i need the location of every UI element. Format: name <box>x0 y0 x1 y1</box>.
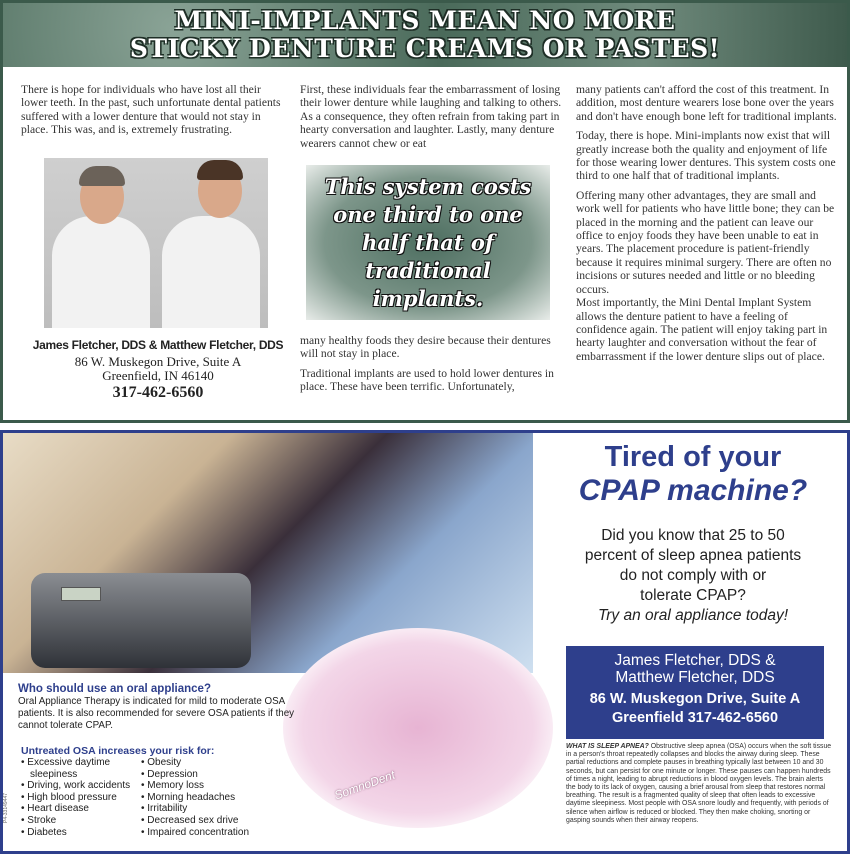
headline-banner <box>3 3 847 67</box>
phone-number: 317-462-6560 <box>112 384 204 401</box>
who-should-use-section <box>18 683 298 732</box>
paragraph: Most importantly, the Mini Dental Implant System allows the denture patient to have a feeling of confidence again. The patient will enjoy taking part in hearty laughter and conversation without the fear of embarrassment if the lower denture slips out of place. <box>576 296 828 363</box>
headline-line-1: MINI-IMPLANTS MEAN NO MORE <box>174 6 676 35</box>
question-line: Did you know that 25 to 50 <box>601 527 785 544</box>
headline-line-1: Tired of your <box>604 441 782 473</box>
column-3 <box>576 83 838 369</box>
cpap-machine-image <box>31 573 251 668</box>
list-item: • Memory loss <box>141 780 249 792</box>
column-1 <box>21 83 286 137</box>
risk-list-left <box>21 757 141 838</box>
paragraph: Offering many other advantages, they are small and work well for patients who have little bone; they can be placed in the morning and the patient can leave our office to enjoy foods they have been unable to eat in years. The placement procedure is patient-friendly because it requires minimal surgery. There are often no incisions or sutures needed and little or no bleeding occurs. <box>576 188 835 296</box>
risk-list-right <box>141 757 249 838</box>
doctors-photo <box>44 158 268 328</box>
apnea-text: Obstructive sleep apnea (OSA) occurs when the soft tissue in a person's throat repeatedly collapses and blocks the airway during sleep. These partial reductions and complete pauses in breathing typically last between 10 and 30 seconds, but can persist for one minute or longer. These pauses can happen hundreds of times a night, leading to abrupt reductions in blood oxygen levels. The brain alerts the body to its lack of oxygen, causing a brief arousal from sleep that restores normal breathing. The result is a fragmented quality of sleep that often leads to excessive daytime sleepiness. Most people with OSA snore loudly and frequently, with periods of silence when airflow is reduced or blocked. They then make choking, snorting or gasping sounds when their airway reopens. <box>566 743 832 824</box>
risk-title: Untreated OSA increases your risk for: <box>21 745 215 757</box>
column-2 <box>300 83 562 150</box>
brand-logo: SomnoDent <box>332 767 397 803</box>
call-to-action: Try an oral appliance today! <box>597 607 789 624</box>
address-street: 86 W. Muskegon Drive, Suite A <box>74 354 242 369</box>
list-item: • Impaired concentration <box>141 827 249 839</box>
list-item: • Depression <box>141 769 249 781</box>
who-title: Who should use an oral appliance? <box>18 683 211 695</box>
pull-quote-line: traditional <box>365 258 491 283</box>
column-2-continued <box>300 334 562 400</box>
pull-quote <box>306 165 550 320</box>
question-text <box>543 526 843 626</box>
headline-line-2: STICKY DENTURE CREAMS OR PASTES! <box>129 34 721 63</box>
paragraph: many healthy foods they desire because their dentures will not stay in place. <box>300 334 551 361</box>
list-item: • Diabetes <box>21 827 141 839</box>
sleep-apnea-description <box>566 743 832 825</box>
paragraph: Today, there is hope. Mini-implants now exist that will greatly increase both the quality and enjoyment of life for those wearing lower dentures. This system costs one third to one half that of traditional implants. <box>576 129 836 183</box>
list-item: sleepiness <box>30 768 78 780</box>
list-item: • Stroke <box>21 815 141 827</box>
address-street: 86 W. Muskegon Drive, Suite A <box>589 691 801 707</box>
question-line: tolerate CPAP? <box>640 587 746 604</box>
apnea-label: WHAT IS SLEEP APNEA? <box>566 743 649 750</box>
intro-paragraph: There is hope for individuals who have lost all their lower teeth. In the past, such unfortunate dental patients suffered with a lower denture that would not stay in place. This was, and is, extremely frustrating. <box>21 83 281 137</box>
pull-quote-line: implants. <box>372 286 484 311</box>
oral-appliance-image <box>283 628 553 828</box>
list-item: • Heart disease <box>21 803 141 815</box>
who-text: Oral Appliance Therapy is indicated for mild to moderate OSA patients. It is also recommended for severe OSA patients if they cannot tolerate CPAP. <box>18 696 295 731</box>
list-item: • Driving, work accidents <box>21 780 141 792</box>
list-item: • Obesity <box>141 757 249 769</box>
paragraph: Traditional implants are used to hold lower dentures in place. These have been terrific. Unfortunately, <box>300 366 554 394</box>
headline-line-2: CPAP machine? <box>578 474 808 507</box>
ad-id: P4-33149447 <box>3 792 9 823</box>
paragraph: First, these individuals fear the embarrassment of losing their lower denture while laughing and talking to others. As a consequence, they often refrain from taking part in hearty conversation and laughter. Lastly, many denture wearers cannot chew or eat <box>300 83 562 150</box>
doctor-names: James Fletcher, DDS & Matthew Fletcher, DDS <box>32 338 284 352</box>
sleep-apnea-ad <box>0 430 850 854</box>
list-item: • High blood pressure <box>21 792 141 804</box>
office-address <box>25 355 291 403</box>
list-item: • Morning headaches <box>141 792 249 804</box>
question-line: do not comply with or <box>619 567 767 584</box>
pull-quote-line: half that of <box>362 230 494 255</box>
doctor-name: Matthew Fletcher, DDS <box>615 669 775 686</box>
question-line: percent of sleep apnea patients <box>584 547 802 564</box>
doctor-name: James Fletcher, DDS & <box>614 652 776 669</box>
pull-quote-line: one third to one <box>333 202 523 227</box>
list-item: • Irritability <box>141 803 249 815</box>
address-city: Greenfield, IN 46140 <box>102 368 214 383</box>
pull-quote-line: This system costs <box>324 174 532 199</box>
risk-section <box>21 745 291 838</box>
city-phone: Greenfield 317-462-6560 <box>611 710 779 726</box>
paragraph: many patients can't afford the cost of this treatment. In addition, most denture wearers lose bone over the years and don't have enough bone left for traditional implants. <box>576 83 837 123</box>
list-item: • Decreased sex drive <box>141 815 249 827</box>
cpap-headline <box>543 441 843 507</box>
list-item: • Excessive daytime <box>21 757 141 769</box>
contact-box <box>566 646 824 739</box>
dental-implants-ad <box>0 0 850 423</box>
